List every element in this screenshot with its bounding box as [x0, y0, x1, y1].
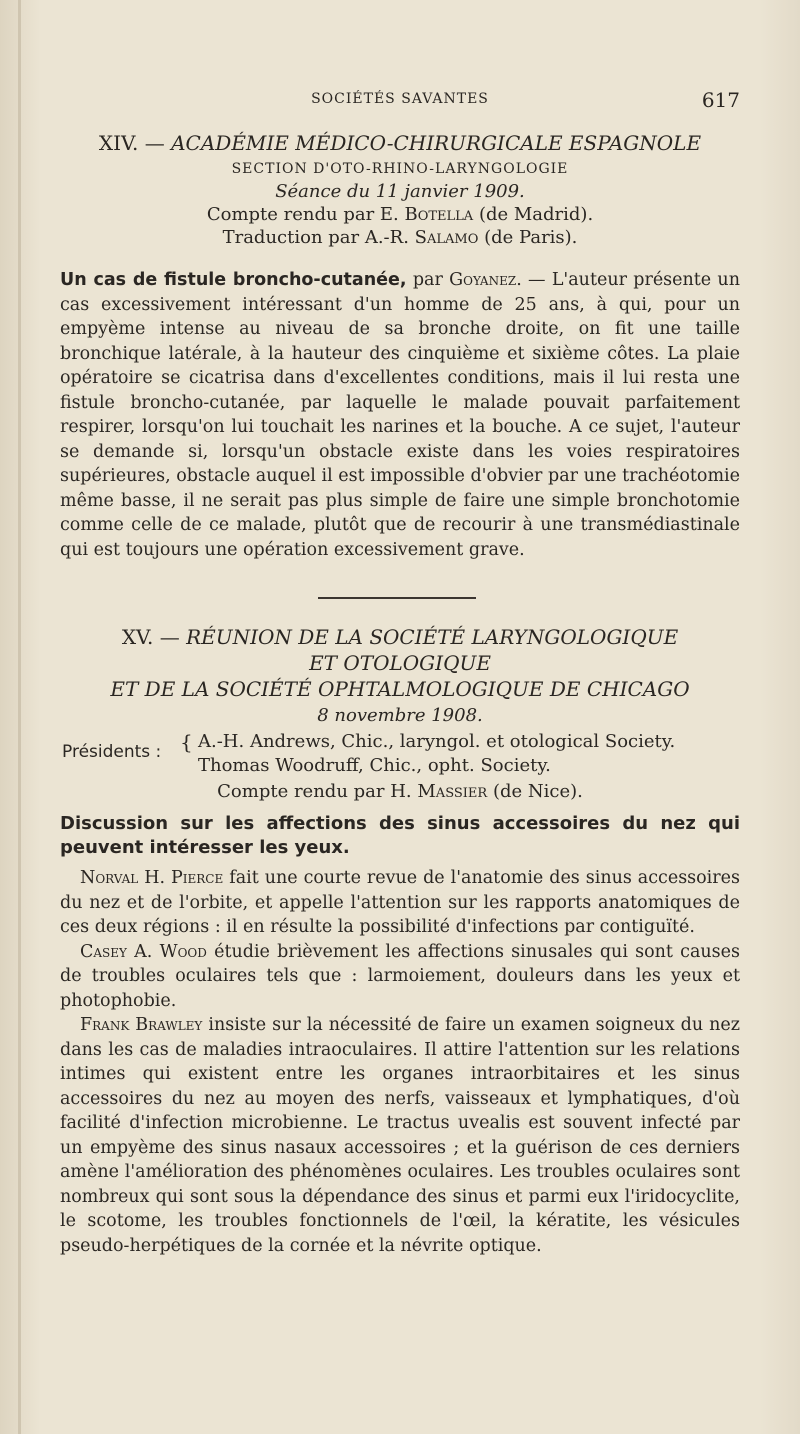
section-14-report-line [60, 203, 740, 226]
section-15-title-1: RÉUNION DE LA SOCIÉTÉ LARYNGOLOGIQUE [186, 625, 679, 649]
translation-author: Salamo [414, 227, 479, 248]
section-14-translation-line [60, 226, 740, 249]
body-wood: étudie brièvement les affections sinusales qui sont causes de troubles oculaires tels que : larmoiement, douleurs dans les yeux et photophobie. [60, 941, 740, 1011]
section-15-date: 8 novembre 1908. [317, 705, 483, 726]
section-15-title-line-2: ET OTOLOGIQUE [309, 651, 491, 675]
brace-glyph: { [180, 730, 193, 754]
section-15-title-line-3: ET DE LA SOCIÉTÉ OPHTALMOLOGIQUE DE CHICAGO [110, 677, 690, 701]
presidents-label: Présidents : [62, 742, 162, 762]
section-14-seance: Séance du 11 janvier 1909. [275, 181, 525, 202]
section-14-title: ACADÉMIE MÉDICO-CHIRURGICALE ESPAGNOLE [171, 131, 702, 155]
translation-prefix: Traduction par A.-R. [222, 227, 409, 248]
section-14-title-line [60, 130, 740, 156]
body-brawley: insiste sur la nécessité de faire un examen soigneux du nez dans les cas de maladies intraoculaires. Il attire l'attention sur les relations intimes qui existent entre les organes intraorbitaires et les sinus accessoires du nez au moyen des nerfs, vaisseaux et lymphatiques, d'où facilité d'infection microbienne. Le tractus uvealis est souvent infecté par un empyème des sinus nasaux accessoires ; et la guérison de ces derniers amène l'amélioration des phénomènes oculaires. Les troubles oculaires sont nombreux qui sont sous la dépendance des sinus et parmi eux l'iridocyclite, le scotome, les troubles fonctionnels de l'œil, la kératite, les vésicules pseudo-herpétiques de la cornée et la névrite optique. [60, 1015, 740, 1256]
section-15-heading [60, 624, 740, 727]
section-divider [318, 597, 476, 599]
section-15-report [60, 780, 740, 803]
author-wood: Casey A. Wood [80, 941, 207, 962]
section-14-heading [60, 130, 740, 249]
section-15-body [60, 812, 740, 1258]
section-15-number: XV. — [121, 625, 180, 649]
page-edge-shadow [18, 0, 21, 1434]
paragraph-brawley [60, 1013, 740, 1258]
page-number: 617 [701, 88, 740, 112]
report-suffix-15: (de Nice). [492, 781, 583, 802]
body-pierce: fait une courte revue de l'anatomie des sinus accessoires du nez et de l'orbite, et appelle l'attention sur les rapports anatomiques de ces deux régions : il en résulte la possibilité d'infections par contiguïté. [60, 868, 740, 937]
section-14-article [60, 268, 740, 562]
presidents-block [60, 730, 740, 780]
page-header [60, 88, 740, 112]
article-by: par [412, 270, 443, 290]
discussion-title: Discussion sur les affections des sinus accessoires du nez qui peuvent intéresser les yeux. [60, 813, 740, 858]
president-2: Thomas Woodruff, Chic., opht. Society. [198, 755, 551, 776]
report-author: Botella [404, 204, 474, 225]
president-1: A.-H. Andrews, Chic., laryngol. et otological Society. [198, 731, 676, 752]
article-author: Goyanez. [449, 270, 522, 290]
author-brawley: Frank Brawley [80, 1015, 203, 1035]
section-14-subtitle: SECTION D'OTO-RHINO-LARYNGOLOGIE [231, 161, 569, 177]
article-paragraph [60, 268, 740, 562]
report-prefix-15: Compte rendu par H. [217, 781, 412, 802]
article-title: Un cas de fistule broncho-cutanée, [60, 270, 407, 290]
paragraph-pierce [60, 866, 740, 940]
section-15-title-line-1 [60, 624, 740, 650]
presidents-list [198, 730, 675, 778]
paragraph-wood [60, 940, 740, 1014]
report-prefix: Compte rendu par E. [206, 204, 399, 225]
running-title: SOCIÉTÉS SAVANTES [311, 91, 489, 107]
article-body: — L'auteur présente un cas excessivement intéressant d'un homme de 25 ans, à qui, pour un empyème intense au niveau de sa bronche droite, on fit une taille bronchique latérale, à la hauteur des cinquième et sixième côtes. La plaie opératoire se cicatrisa dans d'excellentes conditions, mais il lui resta une fistule broncho-cutanée, par laquelle le malade pouvait parfaitement respirer, lorsqu'on lui touchait les narines et la bouche. A ce sujet, l'auteur se demande si, lorsqu'un obstacle existe dans les voies respiratoires supérieures, obstacle auquel il est impossible d'obvier par une trachéotomie même basse, il ne serait pas plus simple de faire une simple bronchotomie comme celle de ce malade, plutôt que de recourir à une transmédiastinale qui est toujours une opération excessivement grave. [60, 270, 740, 560]
author-pierce: Norval H. Pierce [80, 868, 224, 888]
section-15-report-line [60, 780, 740, 803]
report-author-15: Massier [417, 781, 488, 802]
section-14-number: XIV. — [98, 131, 165, 155]
translation-suffix: (de Paris). [484, 227, 578, 248]
report-suffix: (de Madrid). [478, 204, 594, 225]
